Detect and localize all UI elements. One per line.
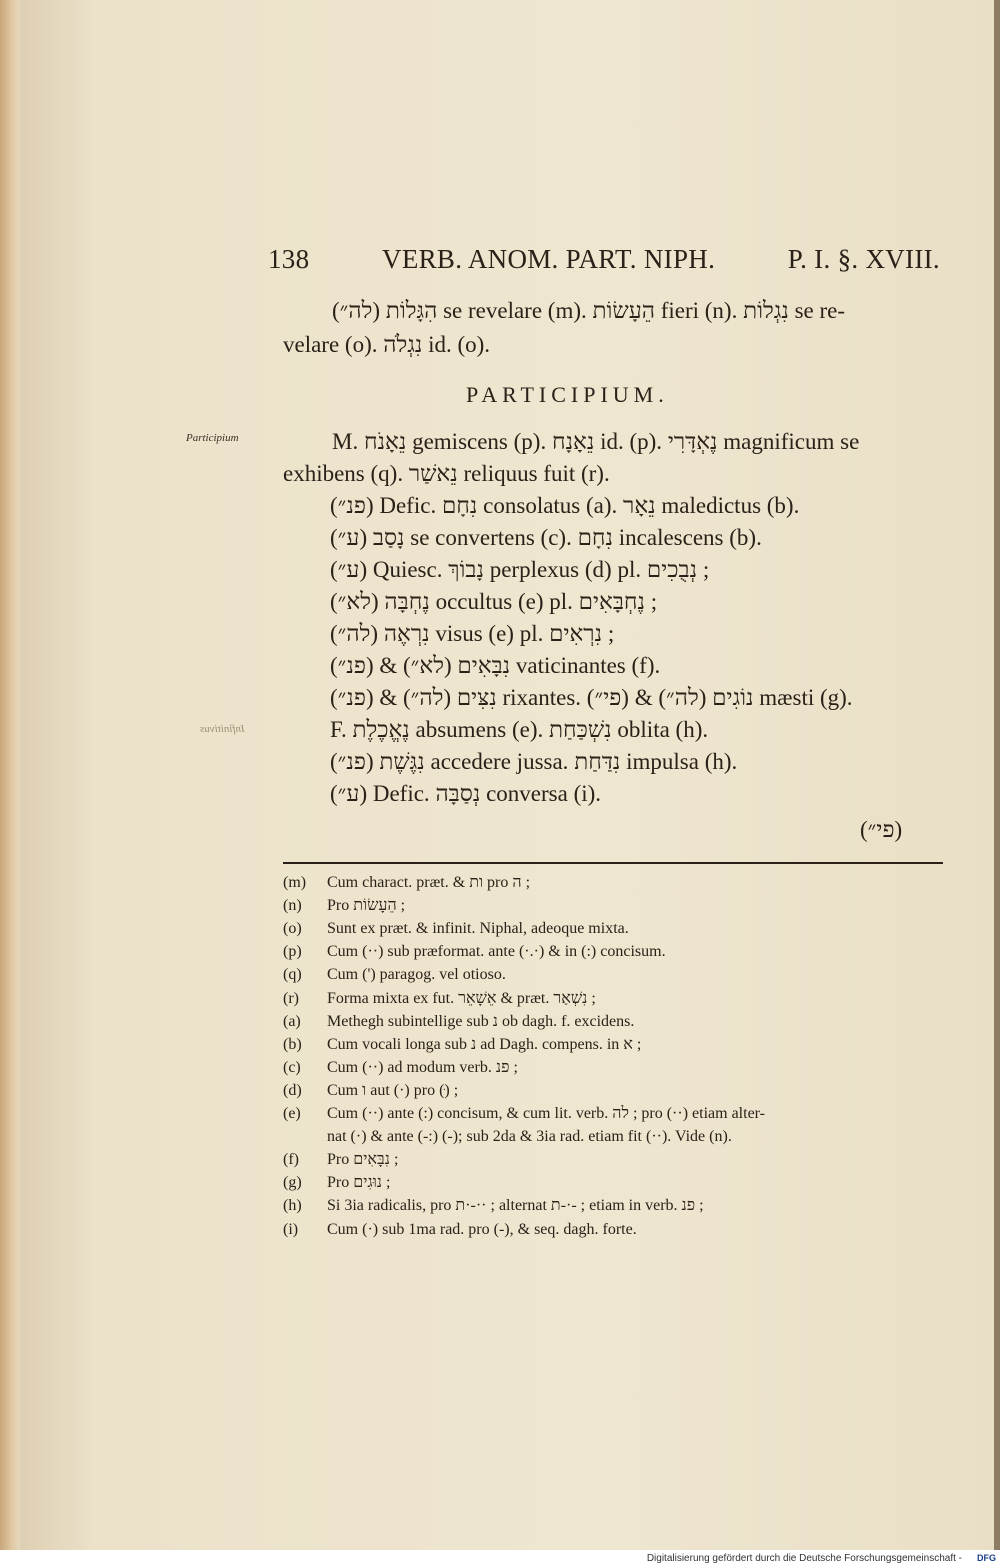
footnote-key: (n) xyxy=(283,897,302,915)
text-line: exhibens (q). נֵאשַׁר reliquus fuit (r). xyxy=(283,461,610,486)
footnote-line xyxy=(283,964,506,986)
footnote-text: Si 3ia radicalis, pro ת·-·· ; alternat ת-·- ; etiam in verb. פנ ; xyxy=(327,1197,704,1215)
footnote-key: (c) xyxy=(283,1058,301,1076)
section-ref: P. I. §. XVIII. xyxy=(787,244,940,274)
footnote-key: (b) xyxy=(283,1035,302,1053)
footnote-key: (o) xyxy=(283,920,302,938)
footnote-text: Cum charact. præt. & ות pro ה ; xyxy=(327,874,531,891)
footnote-line xyxy=(283,1080,458,1102)
footnote-key: (r) xyxy=(283,989,299,1007)
section-title: PARTICIPIUM. xyxy=(466,382,669,407)
footnote-key: (g) xyxy=(283,1174,302,1192)
footnote-line xyxy=(283,1034,641,1056)
footnote-key: (f) xyxy=(283,1151,299,1169)
footnote-line xyxy=(283,1195,704,1217)
footnote-text: Cum (··) sub præformat. ante (·.·) & in (:) concisum. xyxy=(327,943,666,961)
footnote-line xyxy=(283,988,596,1010)
text-line: (לה״) הִגָּלוֹת se revelare (m). הֵעָשׂוֹת fieri (n). נִגְלוֹת se re- xyxy=(332,298,846,323)
text-line: velare (o). נִגְלֹה id. (o). xyxy=(283,332,491,357)
book-spine xyxy=(0,0,20,1568)
dfg-logo: DFG xyxy=(977,1553,996,1563)
marginal-note: Participium xyxy=(186,432,239,444)
footnote-text: Cum vocali longa sub נ ad Dagh. compens. in א ; xyxy=(327,1035,642,1053)
text-line: (לא״) נֶחְבָּה occultus (e) pl. נֶחְבָּאִים ; xyxy=(330,589,658,614)
footnote-key: (a) xyxy=(283,1012,301,1030)
footnote-text: nat (·) & ante (-:) (-); sub 2da & 3ia rad. etiam fit (··). Vide (n). xyxy=(327,1128,732,1146)
footnote-text: Pro נִבָּאִים ; xyxy=(327,1151,399,1169)
footnote-text: Cum ו aut (·) pro (ּ) ; xyxy=(327,1081,459,1099)
footnote-key: (p) xyxy=(283,943,302,961)
footnote-key: (q) xyxy=(283,966,302,984)
footnote-key: (e) xyxy=(283,1105,301,1122)
footnote-text: Forma mixta ex fut. אֵשָׁאֵר & præt. נִשְׁאַר ; xyxy=(327,989,596,1007)
footnote-line xyxy=(283,1172,390,1194)
text-line: F. נֶאֱכֶלֶת absumens (e). נִשְׁכַּחַת oblita (h). xyxy=(330,717,709,742)
text-line: M. נֵאָנֹח gemiscens (p). נֵאָנָח id. (p). נֶאְדָּרִי magnificum se xyxy=(332,429,860,454)
footnote-line xyxy=(283,1103,765,1125)
footnote-rule xyxy=(283,862,943,864)
footnote-key: (i) xyxy=(283,1220,299,1238)
marginal-bleed-through: Infinitivus xyxy=(200,723,245,735)
footnote-line xyxy=(283,1126,732,1148)
text-line: (פנ״) & (לא״) נִבָּאִים vaticinantes (f). xyxy=(330,653,661,678)
footnote-key: (d) xyxy=(283,1081,302,1099)
footnote-text: Methegh subintellige sub נ ob dagh. f. excidens. xyxy=(327,1012,635,1030)
footnote-text: Cum (') paragog. vel otioso. xyxy=(327,966,506,984)
footnote-text: Cum (··) ante (:) concisum, & cum lit. verb. לה ; pro (··) etiam alter- xyxy=(327,1105,766,1122)
footnote-line xyxy=(283,1011,634,1033)
footnote-line xyxy=(283,1219,637,1241)
footnote-line xyxy=(283,1057,518,1079)
text-line: (פנ״) Defic. נִחָם consolatus (a). נֵאָר maledictus (b). xyxy=(330,493,800,518)
footnote-line xyxy=(283,918,629,940)
footnote-text: Pro נוּגִים ; xyxy=(327,1174,391,1192)
text-line: (פי״) xyxy=(860,817,903,842)
footnote-text: Sunt ex præt. & infinit. Niphal, adeoque mixta. xyxy=(327,920,629,938)
text-line: (ע״) Defic. נְסַבָּה conversa (i). xyxy=(330,781,602,806)
footnote-line xyxy=(283,872,530,894)
page-edge xyxy=(994,0,1000,1550)
footnote-key: (m) xyxy=(283,874,307,891)
footnote-text: Cum (·) sub 1ma rad. pro (-), & seq. dagh. forte. xyxy=(327,1220,637,1238)
footnote-text: Cum (··) ad modum verb. פנ ; xyxy=(327,1058,518,1076)
running-title: VERB. ANOM. PART. NIPH. xyxy=(382,244,716,274)
running-header xyxy=(268,244,940,275)
page-number: 138 xyxy=(268,244,310,274)
text-line: (פנ״) & (לה״) נִצִּים rixantes. (פי״) & (לה״) נוֹגִים mæsti (g). xyxy=(330,685,853,710)
footnote-line xyxy=(283,941,666,963)
footnote-line xyxy=(283,1149,398,1171)
text-line: (לה״) נִרְאֶה visus (e) pl. נִרְאִים ; xyxy=(330,621,615,646)
footnote-line xyxy=(283,895,405,917)
footnote-key: (h) xyxy=(283,1197,302,1215)
funding-credit: Digitalisierung gefördert durch die Deutsche Forschungsgemeinschaft - xyxy=(646,1553,962,1564)
text-line: (ע״) נָסַב se convertens (c). נִחָם incalescens (b). xyxy=(330,525,762,550)
text-line: (פנ״) נִגֶּשֶׁת accedere jussa. נִדַּחַת impulsa (h). xyxy=(330,749,738,774)
text-line: (ע״) Quiesc. נָבוֹךְ perplexus (d) pl. נְבֻכִים ; xyxy=(330,557,710,582)
footer-bar xyxy=(0,1550,1000,1568)
footnote-text: Pro הֵעָשׂוֹת ; xyxy=(327,897,406,915)
